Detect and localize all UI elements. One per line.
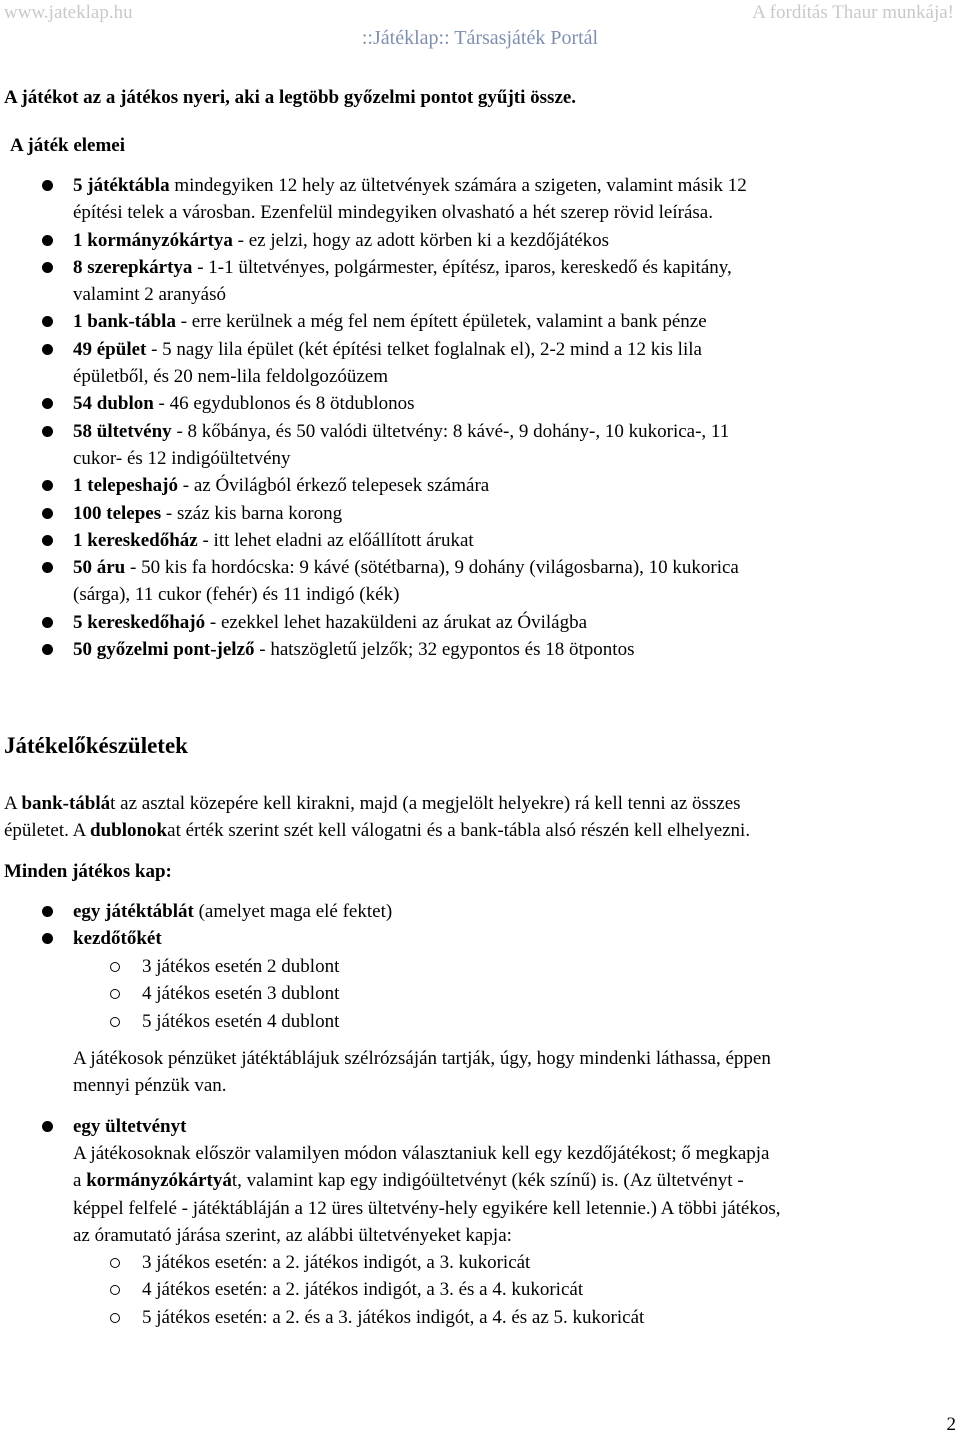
- bullet-icon: [42, 535, 53, 546]
- text: A játékosok pénzüket játéktáblájuk szélrózsáján tartják, úgy, hogy mindenki láthassa, éppen: [73, 1048, 771, 1069]
- plantation-paragraph: [73, 1140, 780, 1249]
- bullet-icon: [42, 344, 53, 355]
- site-url[interactable]: www.jateklap.hu: [4, 2, 133, 23]
- capital-list: [0, 953, 960, 1035]
- component-desc-cont: építési telek a városban. Ezenfelül mindegyiken olvasható a hét szerep rövid leírása.: [73, 202, 713, 224]
- component-desc: - száz kis barna korong: [161, 502, 343, 524]
- list-item: [0, 1113, 960, 1140]
- item-bold: kezdőtőkét: [73, 928, 162, 950]
- component-item: [0, 336, 960, 391]
- component-desc: - 8 kőbánya, és 50 valódi ültetvény: 8 kávé-, 9 dohány-, 10 kukorica-, 11: [171, 420, 730, 442]
- sub-list-item: [0, 1304, 960, 1331]
- bullet-icon: [42, 644, 53, 655]
- component-desc: - 5 nagy lila épület (két építési telket foglalnak el), 2-2 mind a 12 kis lila: [146, 338, 702, 360]
- component-desc-cont: épületből, és 20 nem-lila feldolgozóüzem: [73, 366, 388, 388]
- component-desc: - itt lehet eladni az előállított árukat: [197, 529, 474, 551]
- component-item: [0, 418, 960, 473]
- component-name: 58 ültetvény: [73, 420, 172, 442]
- component-desc: - ez jelzi, hogy az adott körben ki a kezdőjátékos: [232, 229, 610, 251]
- component-item: [0, 636, 960, 663]
- component-name: 50 győzelmi pont-jelző: [73, 639, 255, 661]
- component-name: 5 játéktábla: [73, 175, 170, 196]
- sub-item-text: 4 játékos esetén 3 dublont: [142, 983, 340, 1005]
- text: A: [4, 793, 22, 814]
- component-desc-cont: (sárga), 11 cukor (fehér) és 11 indigó (kék): [73, 584, 400, 606]
- component-item: [0, 390, 960, 417]
- component-desc: - 46 egydublonos és 8 ötdublonos: [153, 393, 415, 415]
- bullet-icon: [42, 262, 53, 273]
- component-desc-cont: cukor- és 12 indigóültetvény: [73, 447, 291, 469]
- text: A játékosoknak először valamilyen módon választaniuk kell egy kezdőjátékost; ő megkapja: [73, 1143, 770, 1164]
- sub-list-item: [0, 953, 960, 980]
- doubloons-term: dublonok: [90, 820, 168, 842]
- component-name: 1 kormányzókártya: [73, 229, 233, 251]
- circle-bullet-icon: [110, 962, 120, 972]
- text: t, valamint kap egy indigóültetvényt (kék színű) is. (Az ültetvényt -: [231, 1170, 744, 1192]
- component-desc: mindegyiken 12 hely az ültetvények számára a szigeten, valamint másik 12: [169, 175, 747, 196]
- component-item: [0, 172, 960, 227]
- text: at érték szerint szét kell válogatni és a bank-tábla alsó részén kell elhelyezni.: [167, 820, 751, 842]
- component-name: 100 telepes: [73, 502, 162, 524]
- component-item: [0, 500, 960, 527]
- sub-list-item: [0, 1249, 960, 1276]
- plants-list: [0, 1249, 960, 1331]
- circle-bullet-icon: [110, 1313, 120, 1323]
- component-desc: - ezekkel lehet hazaküldeni az árukat az Óvilágba: [205, 611, 588, 633]
- component-desc: - 50 kis fa hordócska: 9 kávé (sötétbarna), 9 dohány (világosbarna), 10 kukorica: [125, 557, 739, 579]
- text: t az asztal közepére kell kirakni, majd (a megjelölt helyekre) rá kell tenni az összes: [110, 793, 741, 814]
- sub-list-item: [0, 1008, 960, 1035]
- list-item: [0, 898, 960, 925]
- win-condition: A játékot az a játékos nyeri, aki a legtöbb győzelmi pontot gyűjti össze.: [4, 87, 577, 108]
- bullet-icon: [42, 180, 53, 191]
- setup-paragraph: [4, 790, 750, 845]
- each-player-heading: Minden játékos kap:: [4, 861, 172, 882]
- component-name: 50 áru: [73, 557, 126, 579]
- bullet-icon: [42, 617, 53, 628]
- component-desc: - az Óvilágból érkező telepesek számára: [178, 475, 490, 497]
- list-item: [0, 925, 960, 952]
- component-name: 5 kereskedőhajó: [73, 611, 206, 633]
- bullet-icon: [42, 426, 53, 437]
- component-desc: - erre kerülnek a még fel nem épített épületek, valamint a bank pénze: [175, 311, 707, 333]
- components-list: [0, 172, 960, 663]
- component-name: 54 dublon: [73, 393, 154, 415]
- text: mennyi pénzük van.: [73, 1075, 227, 1097]
- component-name: 8 szerepkártya: [73, 256, 193, 278]
- component-item: [0, 227, 960, 254]
- circle-bullet-icon: [110, 989, 120, 999]
- circle-bullet-icon: [110, 1258, 120, 1268]
- component-item: [0, 554, 960, 609]
- component-item: [0, 308, 960, 335]
- text: épületet. A: [4, 820, 91, 842]
- component-name: 1 bank-tábla: [73, 311, 176, 333]
- sub-item-text: 5 játékos esetén: a 2. és a 3. játékos indigót, a 4. és az 5. kukoricát: [142, 1306, 645, 1328]
- component-item: [0, 609, 960, 636]
- component-desc: - 1-1 ültetvényes, polgármester, építész, iparos, kereskedő és kapitány,: [192, 256, 732, 278]
- sub-list-item: [0, 1276, 960, 1303]
- sub-item-text: 4 játékos esetén: a 2. játékos indigót, a 3. és a 4. kukoricát: [142, 1279, 584, 1301]
- component-name: 1 telepeshajó: [73, 475, 179, 497]
- bullet-icon: [42, 933, 53, 944]
- circle-bullet-icon: [110, 1285, 120, 1295]
- translator-credit: A fordítás Thaur munkája!: [752, 2, 954, 23]
- sub-item-text: 5 játékos esetén 4 dublont: [142, 1010, 340, 1032]
- bullet-icon: [42, 906, 53, 917]
- component-item: [0, 527, 960, 554]
- bullet-icon: [42, 562, 53, 573]
- money-note: [73, 1045, 771, 1100]
- component-desc-cont: valamint 2 aranyásó: [73, 284, 227, 306]
- portal-title: ::Játéklap:: Társasjáték Portál: [361, 27, 599, 49]
- item-bold: egy játéktáblát: [73, 901, 194, 922]
- page-header: [0, 0, 960, 60]
- item-text: (amelyet maga elé fektet): [193, 901, 393, 922]
- item-bold: egy ültetvényt: [73, 1116, 187, 1137]
- elements-heading: A játék elemei: [10, 135, 126, 156]
- bullet-icon: [42, 235, 53, 246]
- text: az óramutató járása szerint, az alábbi ültetvényeket kapja:: [73, 1224, 512, 1246]
- text: a: [73, 1170, 87, 1192]
- bullet-icon: [42, 508, 53, 519]
- component-item: [0, 254, 960, 309]
- sub-item-text: 3 játékos esetén 2 dublont: [142, 956, 340, 977]
- bank-board-term: bank-táblá: [21, 793, 111, 814]
- bullet-icon: [42, 398, 53, 409]
- sub-item-text: 3 játékos esetén: a 2. játékos indigót, a 3. kukoricát: [142, 1252, 531, 1273]
- governor-term: kormányzókártyá: [86, 1170, 232, 1192]
- player-items-1: [0, 898, 960, 953]
- sub-list-item: [0, 980, 960, 1007]
- player-items-2: [0, 1113, 960, 1140]
- page-number: 2: [946, 1414, 956, 1435]
- setup-heading: Játékelőkészületek: [4, 733, 188, 758]
- bullet-icon: [42, 316, 53, 327]
- circle-bullet-icon: [110, 1017, 120, 1027]
- component-name: 1 kereskedőház: [73, 529, 198, 551]
- component-name: 49 épület: [73, 338, 147, 360]
- component-item: [0, 472, 960, 499]
- bullet-icon: [42, 480, 53, 491]
- bullet-icon: [42, 1121, 53, 1132]
- text: képpel felfelé - játéktábláján a 12 üres ültetvény-hely egyikére kell letennie.) A többi játékos,: [73, 1197, 781, 1219]
- component-desc: - hatszögletű jelzők; 32 egypontos és 18 ötpontos: [254, 639, 635, 661]
